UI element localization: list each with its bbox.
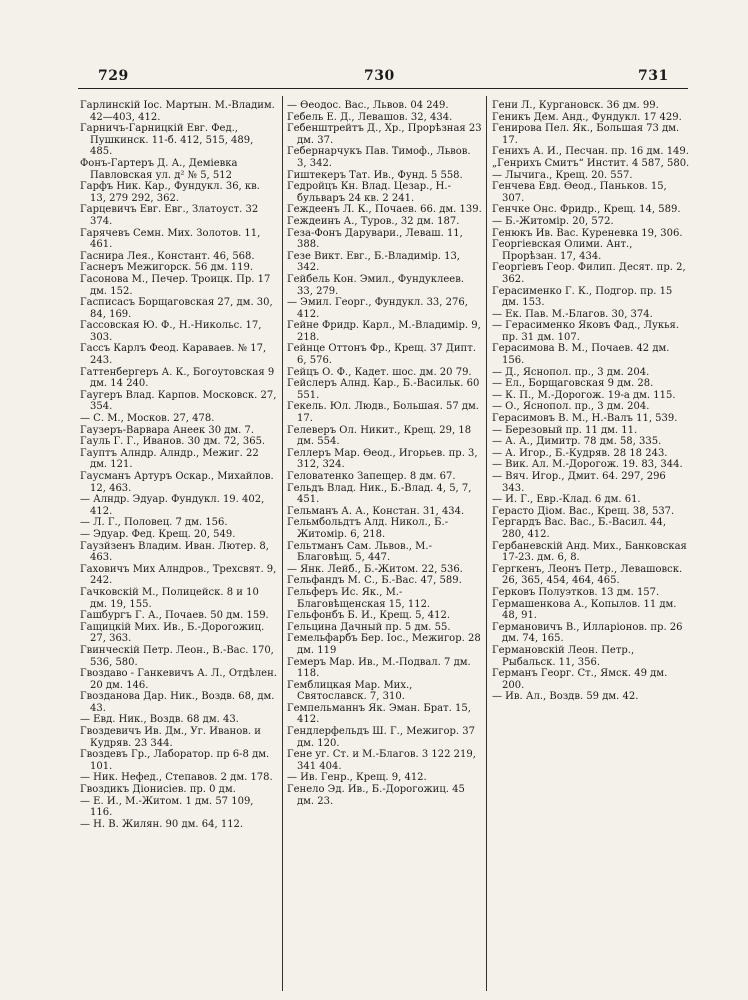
directory-entry: — Ел., Борщаговская 9 дм. 28.: [492, 378, 654, 390]
directory-entry: — О., Яснопол. пр., 3 дм. 204.: [492, 401, 650, 413]
directory-entry: Генчке Онс. Фридр., Крещ. 14, 589.: [492, 204, 681, 216]
page-number-middle: 730: [364, 68, 395, 84]
directory-entry: Гезе Викт. Евг., Б.-Владимір. 13, 342.: [287, 250, 460, 274]
directory-entry: Гвоздевъ Гр., Лаборатор. пр 6-8 дм. 101.: [80, 749, 270, 772]
directory-entry: Гейслеръ Алнд. Кар., Б.-Васильк. 60 551.: [287, 378, 480, 401]
directory-entry: „Генрихъ Смитъ“ Инстит. 4 587, 580.: [492, 157, 690, 169]
directory-entry: — Вик. Ал. М.-Дорогож. 19. 83, 344.: [492, 459, 683, 471]
directory-entry: Гельфандъ М. С., Б.-Вас. 47, 589.: [287, 575, 462, 587]
directory-entry: — Лычига., Крещ. 20. 557.: [492, 169, 633, 181]
directory-entry: Георгіевская Олими. Ант., Прорѣзан. 17, 434.: [492, 239, 633, 262]
directory-entry: Гасписасъ Борщаговская 27, дм. 30, 84, 169.: [80, 297, 273, 320]
directory-entry: Гвинческій Петр. Леон., В.-Вас. 170, 536, 580.: [80, 644, 274, 668]
directory-entry: Генюкъ Ив. Вас. Куреневка 19, 306.: [492, 227, 683, 239]
directory-entry: Гебернарчукъ Пав. Тимоф., Львов. 3, 342.: [287, 146, 471, 169]
directory-entry: Гельферъ Ис. Як., М.-Благовѣщенская 15, 112.: [287, 586, 431, 610]
directory-entry: — Янк. Лейб., Б.-Житом. 22, 536.: [287, 563, 463, 575]
directory-entry: Гаузеръ-Варвара Анеек 30 дм. 7.: [80, 424, 255, 436]
directory-entry: Гейне Фридр. Карл., М.-Владимір. 9, 218.: [287, 320, 481, 343]
directory-entry: Гемеръ Мар. Ив., М.-Подвал. 7 дм. 118.: [287, 656, 471, 680]
directory-entry: Гауптъ Алндр. Алндр., Межиг. 22 дм. 121.: [80, 447, 259, 471]
directory-entry: Геза-Фонъ Дарувари., Леваш. 11, 388.: [287, 227, 463, 251]
directory-entry: Герковъ Полуэтков. 13 дм. 157.: [492, 586, 660, 598]
directory-entry: — А. А., Димитр. 78 дм. 58, 335.: [492, 436, 662, 448]
directory-entry: — Д., Яснопол. пр., 3 дм. 204.: [492, 366, 650, 378]
directory-entry: Гендлерфельдъ Ш. Г., Межигор. 37 дм. 120.: [287, 726, 475, 749]
directory-entry: Гемблицкая Мар. Мих., Святославск. 7, 310.: [287, 679, 413, 703]
directory-entry: Гергардъ Вас. Вас., Б.-Васил. 44, 280, 412.: [492, 517, 667, 540]
directory-entry: Гачковскій М., Полицейск. 8 и 10 дм. 19, 155.: [80, 586, 259, 610]
directory-entry: Гергкенъ, Леонъ Петр., Левашовск. 26, 365, 454, 464, 465.: [492, 563, 683, 587]
directory-entry: Гемельфарбъ Бер. Іос., Межигор. 28 дм. 119: [287, 633, 481, 656]
directory-entry: Германовичъ В., Илларіонов. пр. 26 дм. 74, 165.: [492, 621, 683, 645]
directory-entry: Гербаневскій Анд. Мих., Банковская 17-23. дм. 6, 8.: [492, 540, 687, 564]
directory-entry: Гарячевъ Семн. Мих. Золотов. 11, 461.: [80, 227, 261, 251]
directory-entry: Гельманъ А. А., Констан. 31, 434.: [287, 505, 465, 517]
directory-entry: Гаусманъ Артуръ Оскар., Михайлов. 12, 463.: [80, 471, 274, 494]
directory-entry: Герасимова В. М., Почаев. 42 дм. 156.: [492, 343, 670, 367]
directory-entry: Гасонова М., Печер. Троицк. Пр. 17 дм. 152.: [80, 273, 271, 297]
directory-entry: Гарцевичъ Евг. Евг., Златоуст. 32 374.: [80, 204, 259, 227]
directory-entry: Герасименко Г. К., Подгор. пр. 15 дм. 153.: [492, 285, 673, 309]
directory-entry: Гаугеръ Влад. Карпов. Московск. 27, 354.: [80, 389, 277, 413]
directory-entry: Гаснеръ Межигорск. 56 дм. 119.: [80, 262, 254, 274]
directory-entry: — Ив. Ал., Воздв. 59 дм. 42.: [492, 691, 639, 703]
directory-entry: Гельтманъ Сам. Львов., М.-Благовѣщ. 5, 447.: [287, 540, 432, 564]
directory-entry: — Ник. Нефед., Степавов. 2 дм. 178.: [80, 772, 273, 784]
directory-entry: Геловатенко Запещер. 8 дм. 67.: [287, 471, 456, 482]
directory-entry: Германъ Георг. Ст., Ямск. 49 дм. 200.: [492, 668, 668, 691]
page-number-right: 731: [638, 68, 669, 84]
directory-entry: Гарфъ Ник. Кар., Фундукл. 36, кв. 13, 279 292, 362.: [80, 181, 260, 204]
directory-entry: Гвоздикъ Діонисіев. пр. 0 дм.: [80, 784, 236, 796]
directory-entry: Гвоздаво - Ганкевичъ А. Л., Отдѣлен. 20 дм. 146.: [80, 668, 277, 691]
directory-entry: Гельдъ Влад. Ник., Б.-Влад. 4, 5, 7, 451.: [287, 482, 472, 506]
directory-entry: — Вяч. Игор., Дмит. 64. 297, 296 343.: [492, 471, 666, 494]
directory-entry: Герасимовъ В. М., Н.-Валъ 11, 539.: [492, 413, 678, 425]
directory-entry: Геллеръ Мар. Ѳеод., Игорьев. пр. 3, 312, 324.: [287, 447, 478, 471]
directory-entry: — Алндр. Эдуар. Фундукл. 19. 402, 412.: [80, 494, 265, 517]
directory-entry: — Б.-Житомір. 20, 572.: [492, 215, 614, 227]
directory-entry: Гельмбольдтъ Алд. Никол., Б.-Житомір. 6, 218.: [287, 517, 449, 540]
directory-entry: Гашбургъ Г. А., Почаев. 50 дм. 159.: [80, 610, 269, 622]
directory-entry: Гелеверъ Ол. Никит., Крещ. 29, 18 дм. 554.: [287, 424, 472, 448]
directory-entry: Генчева Евд. Ѳеод., Паньков. 15, 307.: [492, 181, 667, 204]
directory-entry: Геникъ Дем. Анд., Фундукл. 17 429.: [492, 111, 682, 123]
directory-entry: Гельфонбъ Б. И., Крещ. 5, 412.: [287, 610, 451, 622]
directory-entry: Гельцина Дачный пр. 5 дм. 55.: [287, 621, 451, 633]
directory-entry: Гене уг. Ст. и М.-Благов. 3 122 219, 341 404.: [287, 749, 476, 772]
directory-entry: Фонъ-Гартеръ Д. А., Деміевка Павловская ул. д² № 5, 512: [80, 157, 238, 181]
directory-column-left: [80, 100, 278, 830]
directory-entry: Гауль Г. Г., Иванов. 30 дм. 72, 365.: [80, 436, 266, 448]
directory-entry: — К. П., М.-Дорогож. 19-а дм. 115.: [492, 389, 676, 401]
directory-entry: Геждеенъ Л. К., Почаев. 66. дм. 139.: [287, 204, 482, 216]
directory-entry: Генихъ А. И., Песчан. пр. 16 дм. 149.: [492, 146, 689, 158]
column-divider: [282, 96, 283, 991]
page-number-left: 729: [98, 68, 129, 84]
column-divider: [486, 96, 487, 991]
directory-entry: Гаттенбергеръ А. К., Богоутовская 9 дм. 14 240.: [80, 366, 275, 390]
directory-entry: — А. Игор., Б.-Кудряв. 28 18 243.: [492, 447, 668, 459]
directory-entry: Генирова Пел. Як., Большая 73 дм. 17.: [492, 123, 680, 146]
directory-entry: — Евд. Ник., Воздв. 68 дм. 43.: [80, 714, 239, 726]
directory-entry: Генело Эд. Ив., Б.-Дорогожиц. 45 дм. 23.: [287, 784, 465, 807]
directory-entry: — Л. Г., Половец. 7 дм. 156.: [80, 517, 228, 529]
directory-column-right: [492, 100, 690, 703]
directory-entry: Георгіевъ Геор. Филип. Десят. пр. 2, 362.: [492, 262, 686, 285]
directory-entry: Гарничъ-Гарницкій Евг. Фед., Пушкинск. 11-б. 412, 515, 489, 485.: [80, 123, 254, 158]
directory-entry: Гедройцъ Кн. Влад. Цезар., Н.-бульваръ 24 кв. 2 241.: [287, 181, 451, 204]
directory-entry: Гаузйзенъ Владим. Иван. Лютер. 8, 463.: [80, 540, 269, 564]
directory-entry: Гарлинскій Іос. Мартын. М.-Владим. 42—403, 412.: [80, 100, 275, 123]
directory-entry: Гиштекеръ Тат. Ив., Фунд. 5 558.: [287, 169, 463, 181]
directory-entry: Гаснира Лея., Констант. 46, 568.: [80, 250, 255, 262]
directory-entry: — С. М., Москов. 27, 478.: [80, 413, 215, 425]
directory-entry: Гвоздевичъ Ив. Дм., Уг. Иванов. и Кудряв. 23 344.: [80, 726, 261, 749]
directory-entry: Гени Л., Кургановск. 36 дм. 99.: [492, 100, 659, 111]
directory-entry: — Эдуар. Фед. Крещ. 20, 549.: [80, 528, 236, 540]
directory-entry: Гассовская Ю. Ф., Н.-Никольс. 17, 303.: [80, 320, 262, 343]
directory-entry: Германовскій Леон. Петр., Рыбальск. 11, 356.: [492, 644, 635, 668]
directory-entry: Гебель Е. Д., Левашов. 32, 434.: [287, 111, 453, 123]
directory-entry: — Березовый пр. 11 дм. 11.: [492, 424, 638, 436]
directory-entry: Гейцъ О. Ф., Кадет. шос. дм. 20 79.: [287, 366, 472, 378]
directory-entry: Гвозданова Дар. Ник., Воздв. 68, дм. 43.: [80, 691, 275, 714]
directory-entry: Гермашенкова А., Копылов. 11 дм. 48, 91.: [492, 598, 677, 622]
directory-entry: — И. Г., Евр.-Клад. 6 дм. 61.: [492, 494, 641, 506]
directory-entry: Гейнце Оттонъ Фр., Крещ. 37 Дипт. 6, 576.: [287, 343, 476, 367]
directory-entry: — Ив. Генр., Крещ. 9, 412.: [287, 772, 427, 784]
directory-entry: Геждеинъ А., Туров., 32 дм. 187.: [287, 215, 460, 227]
directory-entry: Гемпельманнъ Як. Эман. Брат. 15, 412.: [287, 702, 471, 726]
header-rule: [78, 88, 688, 89]
directory-entry: — Н. В. Жилян. 90 дм. 64, 112.: [80, 818, 244, 830]
directory-entry: — Ѳеодос. Вас., Львов. 04 249.: [287, 100, 449, 111]
directory-entry: Гащицкій Мих. Ив., Б.-Дорогожиц. 27, 363.: [80, 621, 265, 645]
directory-entry: Гебенштрейтъ Д., Хр., Прорѣзная 23 дм. 37.: [287, 123, 482, 146]
directory-entry: Гейбель Кон. Эмил., Фундуклеев. 33, 279.: [287, 273, 465, 297]
directory-column-middle: [287, 100, 482, 807]
directory-entry: — Ек. Пав. М.-Благов. 30, 374.: [492, 308, 653, 320]
directory-entry: — Е. И., М.-Житом. 1 дм. 57 109, 116.: [80, 795, 254, 819]
directory-entry: Гассъ Карлъ Феод. Караваев. № 17, 243.: [80, 343, 267, 367]
directory-entry: Герасто Діом. Вас., Крещ. 38, 537.: [492, 505, 675, 517]
directory-entry: — Герасименко Яковъ Фад., Лукья. пр. 31 дм. 107.: [492, 320, 680, 343]
directory-entry: Гекель. Юл. Людв., Большая. 57 дм. 17.: [287, 401, 479, 425]
directory-entry: Гаховичъ Мих Алндров., Трехсвят. 9, 242.: [80, 563, 277, 587]
directory-entry: — Эмил. Георг., Фундукл. 33, 276, 412.: [287, 297, 468, 320]
